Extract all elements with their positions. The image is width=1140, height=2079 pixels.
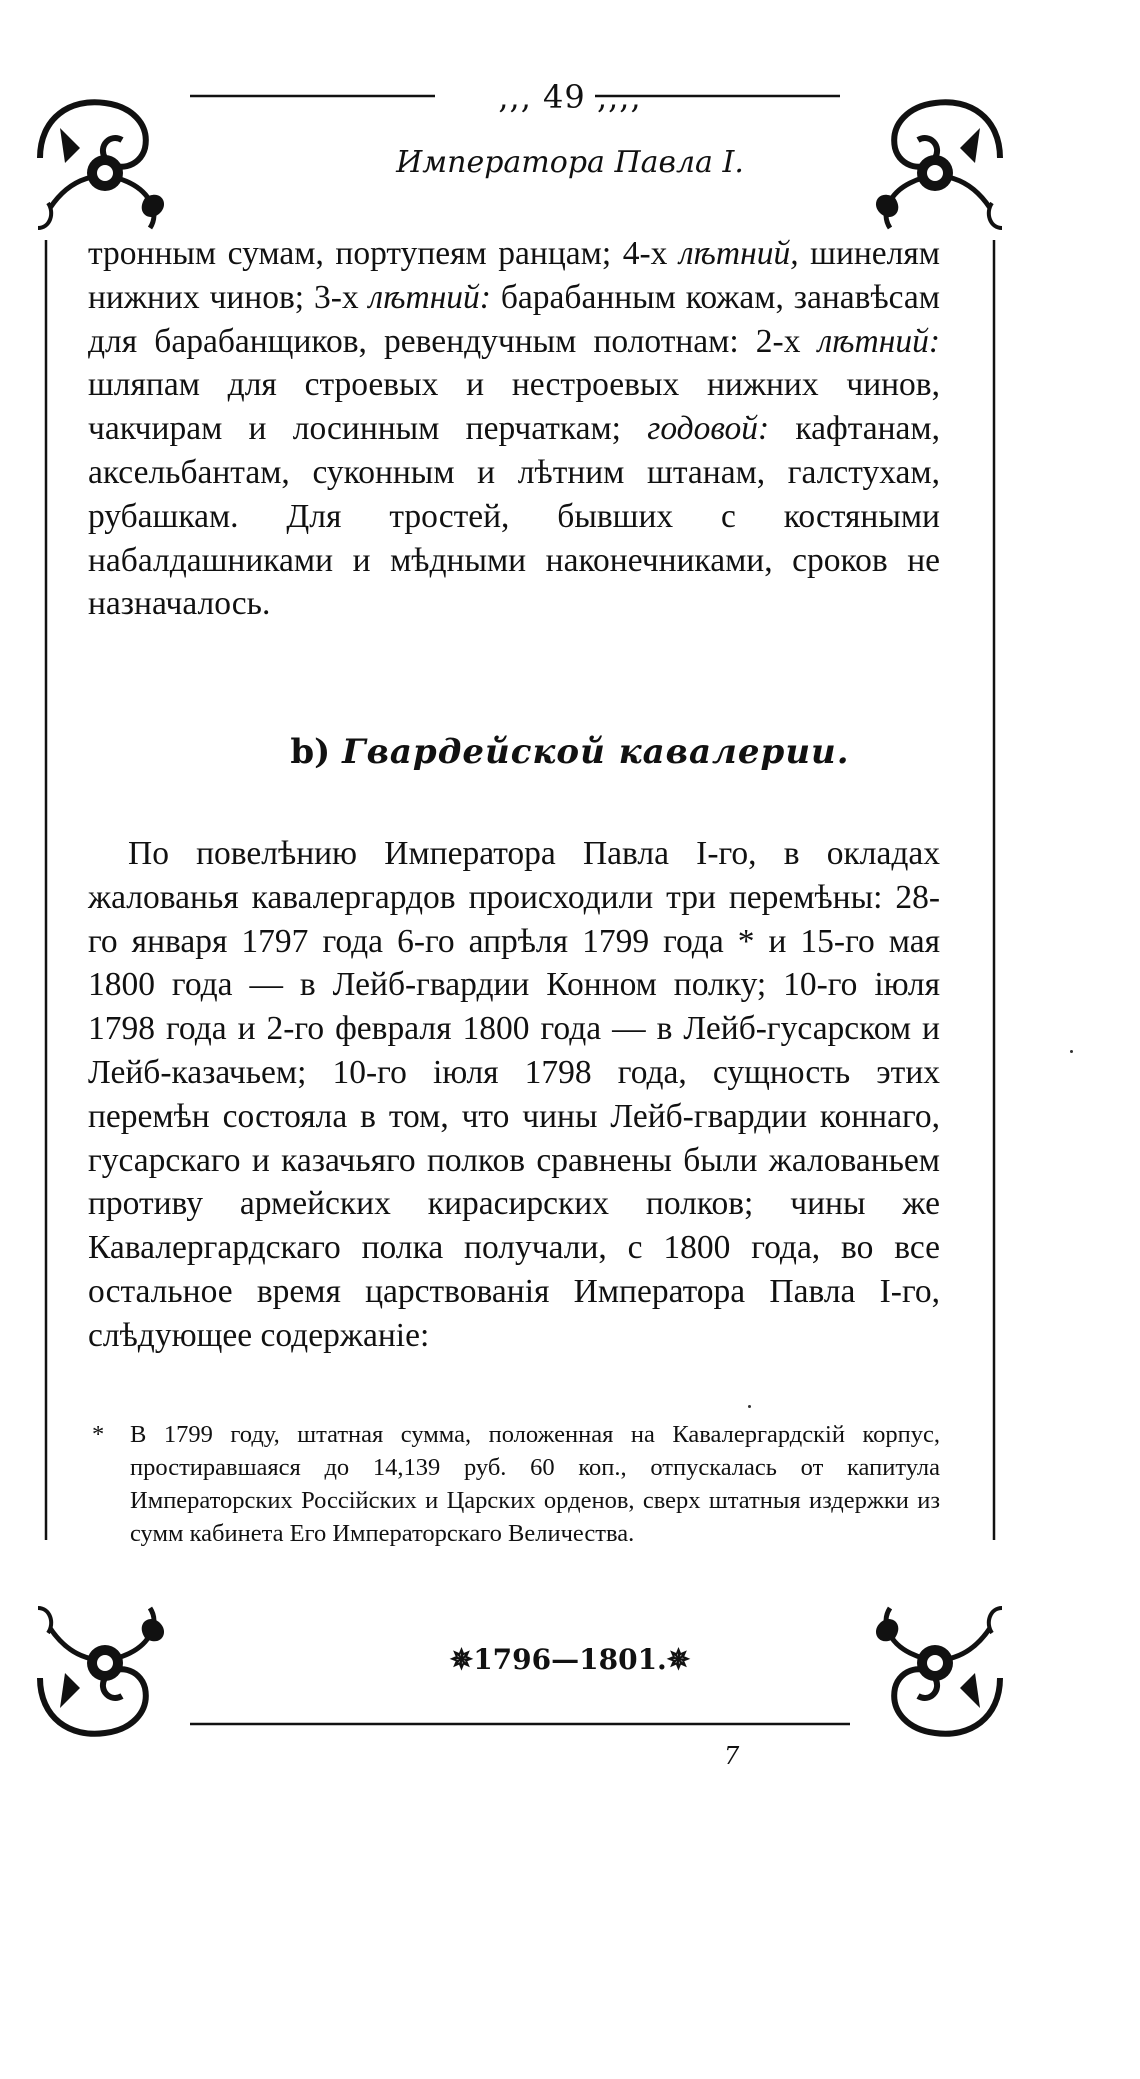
star-ornament-icon: ✵ xyxy=(666,1643,691,1676)
paragraph-main-text: По повелѣнию Императора Павла I-го, в окладах жалованья кавалергардов происходили три перемѣны: 28-го января 1797 года 6-го апрѣля 1799 года * и 15-го мая 1800 года — в Лейб-гвардии Конном полку; 10-го іюля 1798 года и 2-го февраля 1800 года — в Лейб-гусарском и Лейб-казачьем; 10-го іюля 1798 года, сущность этих перемѣн состояла в том, что чины Лейб-гвардии коннаго, гусарскаго и казачьяго полков сравнены были жалованьем противу армейских кирасирских полков; чины же Кавалергардскаго полка получали, с 1800 года, во все остальное время царствованія Императора Павла I-го, слѣдующее содержаніе: xyxy=(88,835,940,1354)
text-segment: кафтанам, аксельбантам, суконным и лѣтним штанам, галстухам, рубашкам. Для тростей, бывших с костяными набалдашниками и мѣдными наконечниками, сроков не назначалось. xyxy=(88,410,941,623)
running-head: Императора Павла I. xyxy=(396,145,744,180)
print-speck xyxy=(1070,1050,1073,1053)
text-segment: шинелям нижних чинов; 3-х xyxy=(88,235,940,316)
section-subheading xyxy=(0,732,1140,772)
text-segment: барабанным кожам, занавѣсам для барабанщиков, ревендучным полотнам: 2-х xyxy=(88,278,941,360)
page-number-deco-left: ,,, xyxy=(498,78,544,116)
text-segment: тронным сумам, портупеям ранцам; 4-х xyxy=(88,235,679,272)
footnote-text: В 1799 году, штатная сумма, положенная на Кавалергардскій корпус, простиравшаяся до 14,139 руб. 60 коп., отпускалась от капитула Императорских Россійских и Царских орденов, сверх штатныя издержки из сумм кабинета Его Императорскаго Величества. xyxy=(130,1421,940,1547)
text-segment-italic: лѣтний, xyxy=(678,235,799,272)
text-segment-italic: годовой: xyxy=(647,410,770,448)
footnote-marker: * xyxy=(92,1421,105,1448)
page-number-value: 49 xyxy=(543,78,586,116)
frame-footer-years: 1796—1801. xyxy=(473,1643,667,1676)
text-segment-italic: лѣтний: xyxy=(817,322,940,360)
print-speck xyxy=(748,1405,751,1408)
star-ornament-icon: ✵ xyxy=(449,1643,474,1676)
footnote xyxy=(92,1418,940,1550)
frame-footer xyxy=(0,1643,1140,1676)
page-number-deco-right: ,,,, xyxy=(585,78,642,116)
text-segment-italic: лѣтний: xyxy=(368,278,491,316)
signature-mark: 7 xyxy=(724,1742,740,1770)
subheading-text: Гвардейской кавалерии. xyxy=(342,732,850,772)
subheading-label: b) xyxy=(290,732,331,772)
paragraph-continued xyxy=(88,232,940,626)
text-segment: шляпам для строевых и нестроевых нижних чинов, чакчирам и лосинным перчаткам; xyxy=(88,366,940,448)
paragraph-main xyxy=(88,832,940,1358)
page-number xyxy=(0,78,1140,116)
